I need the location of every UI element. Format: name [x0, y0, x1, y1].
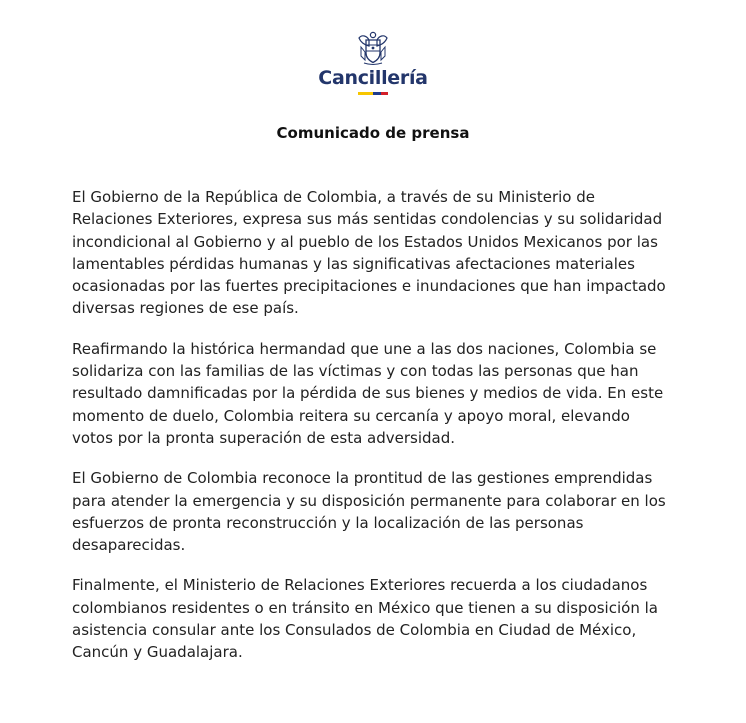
flag-stripe-yellow	[358, 92, 373, 95]
brand-name: Cancillería	[318, 67, 428, 89]
flag-stripe-red	[381, 92, 388, 95]
page-title: Comunicado de prensa	[276, 124, 470, 142]
paragraph: Finalmente, el Ministerio de Relaciones Exteriores recuerda a los ciudadanos colombianos residentes o en tránsito en México que tienen a su disposición la asistencia consular ante los Consulados de Colombia en Ciudad de México, Cancún y Guadalajara.	[72, 576, 658, 662]
flag-stripe-blue	[373, 92, 381, 95]
colombia-flag-bar	[358, 92, 388, 95]
press-release-body	[72, 186, 670, 682]
paragraph: El Gobierno de Colombia reconoce la prontitud de las gestiones emprendidas para atender la emergencia y su disposición permanente para colaborar en los esfuerzos de pronta reconstrucción y la localización de las personas desaparecidas.	[72, 469, 666, 555]
cancilleria-logo	[0, 30, 746, 95]
paragraph: Reafirmando la histórica hermandad que une a las dos naciones, Colombia se solidariza con las familias de las víctimas y con todas las personas que han resultado damnificadas por la pérdida de sus bienes y medios de vida. En este momento de duelo, Colombia reitera su cercanía y apoyo moral, elevando votos por la pronta superación de esta adversidad.	[72, 339, 664, 447]
colombia-coat-of-arms-icon	[356, 30, 390, 66]
paragraph: El Gobierno de la República de Colombia, a través de su Ministerio de Relaciones Exteriores, expresa sus más sentidas condolencias y su solidaridad incondicional al Gobierno y al pueblo de los Estados Unidos Mexicanos por las lamentables pérdidas humanas y las significativas afectaciones materiales ocasionadas por las fuertes precipitaciones e inundaciones que han impactado diversas regiones de ese país.	[72, 188, 666, 318]
